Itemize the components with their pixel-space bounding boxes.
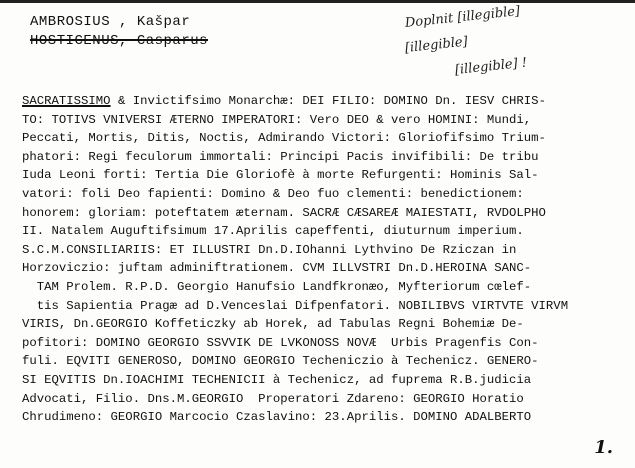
text-line [22, 259, 622, 278]
text-line-content: vatori: foli Deo fapienti: Domino & Deo fuo clementi: benedictionem: [22, 186, 524, 201]
text-line-content: Peccati, Mortis, Ditis, Noctis, Admirando Victori: Gloriofifsimo Trium- [22, 131, 546, 146]
text-line-content: Horzoviczio: juftam adminiftrationem. CVM ILLVSTRI Dn.D.HEROINA SANC- [22, 261, 532, 276]
text-line-content: VIRIS, Dn.GEORGIO Koffeticzky ab Horek, ad Tabulas Regni Bohemiæ De- [22, 317, 524, 332]
struck-author-heading: HOSTICENUS, Casparus [30, 33, 209, 49]
text-line-content: II. Natalem Auguftifsimum 17.Aprilis capeffenti, diuturnum imperium. [22, 224, 524, 239]
handwritten-note-line: [illegible] [404, 34, 469, 56]
text-line-content: tis Sapientia Pragæ ad D.Venceslai Difpenfatori. NOBILIBVS VIRTVTE VIRVM [22, 298, 569, 313]
text-line [22, 185, 622, 204]
top-edge [0, 0, 635, 3]
text-line [22, 278, 622, 297]
underlined-dedication-word: SACRATISSIMO [22, 94, 111, 108]
text-line-content: pofitori: DOMINO GEORGIO SSVVIK DE LVKONOSS NOVÆ Urbis Pragenfis Con- [22, 335, 539, 350]
text-line-content: S.C.M.CONSILIARIIS: ET ILLUSTRI Dn.D.IOhanni Lythvino De Rziczan in [22, 242, 517, 257]
text-line-content: Iuda Leoni forti: Tertia Die Gloriofè à morte Refurgenti: Hominis Sal- [22, 168, 539, 183]
text-line [22, 111, 622, 130]
text-line-content: & Invictifsimo Monarchæ: DEI FILIO: DOMINO Dn. IESV CHRIS- [110, 94, 546, 108]
text-line [22, 129, 622, 148]
handwritten-note-line: Doplnit [illegible] [404, 3, 521, 31]
text-line-content: fuli. EQVITI GENEROSO, DOMINO GEORGIO Techeniczio à Techenicz. GENERO- [22, 354, 539, 369]
text-line [22, 241, 622, 260]
text-line [22, 352, 622, 371]
text-line [22, 92, 622, 111]
text-line [22, 390, 622, 409]
card-number: 1. [594, 437, 613, 458]
text-line [22, 315, 622, 334]
text-line-content: Advocati, Filio. Dns.M.GEORGIO Properatori Zdareno: GEORGIO Horatio [22, 391, 524, 406]
text-line-content: phatori: Regi feculorum immortali: Principi Pacis invifibili: De tribu [22, 149, 539, 164]
text-line [22, 334, 622, 353]
text-line-content: SI EQVITIS Dn.IOACHIMI TECHENICII à Techenicz, ad fuprema R.B.judicia [22, 372, 532, 387]
text-line [22, 222, 622, 241]
text-line [22, 297, 622, 316]
text-line-content: TO: TOTIVS VNIVERSI ÆTERNO IMPERATORI: Vero DEO & vero HOMINI: Mundi, [22, 112, 532, 127]
text-line-content: honorem: gloriam: poteftatem æternam. SACRÆ CÆSAREÆ MAIESTATI, RVDOLPHO [22, 205, 546, 220]
text-line-content: Chrudimeno: GEORGIO Marcocio Czaslavino: 23.Aprilis. DOMINO ADALBERTO [22, 410, 532, 425]
text-line [22, 166, 622, 185]
text-line [22, 204, 622, 223]
title-transcription [22, 92, 622, 427]
text-line [22, 371, 622, 390]
text-line [22, 148, 622, 167]
text-line [22, 408, 622, 427]
text-line-content: TAM Prolem. R.P.D. Georgio Hanufsio Landfkronæo, Myfteriorum cœlef- [22, 279, 532, 294]
author-heading: AMBROSIUS , Kašpar [30, 14, 191, 30]
handwritten-note-line: [illegible] ! [454, 55, 528, 78]
